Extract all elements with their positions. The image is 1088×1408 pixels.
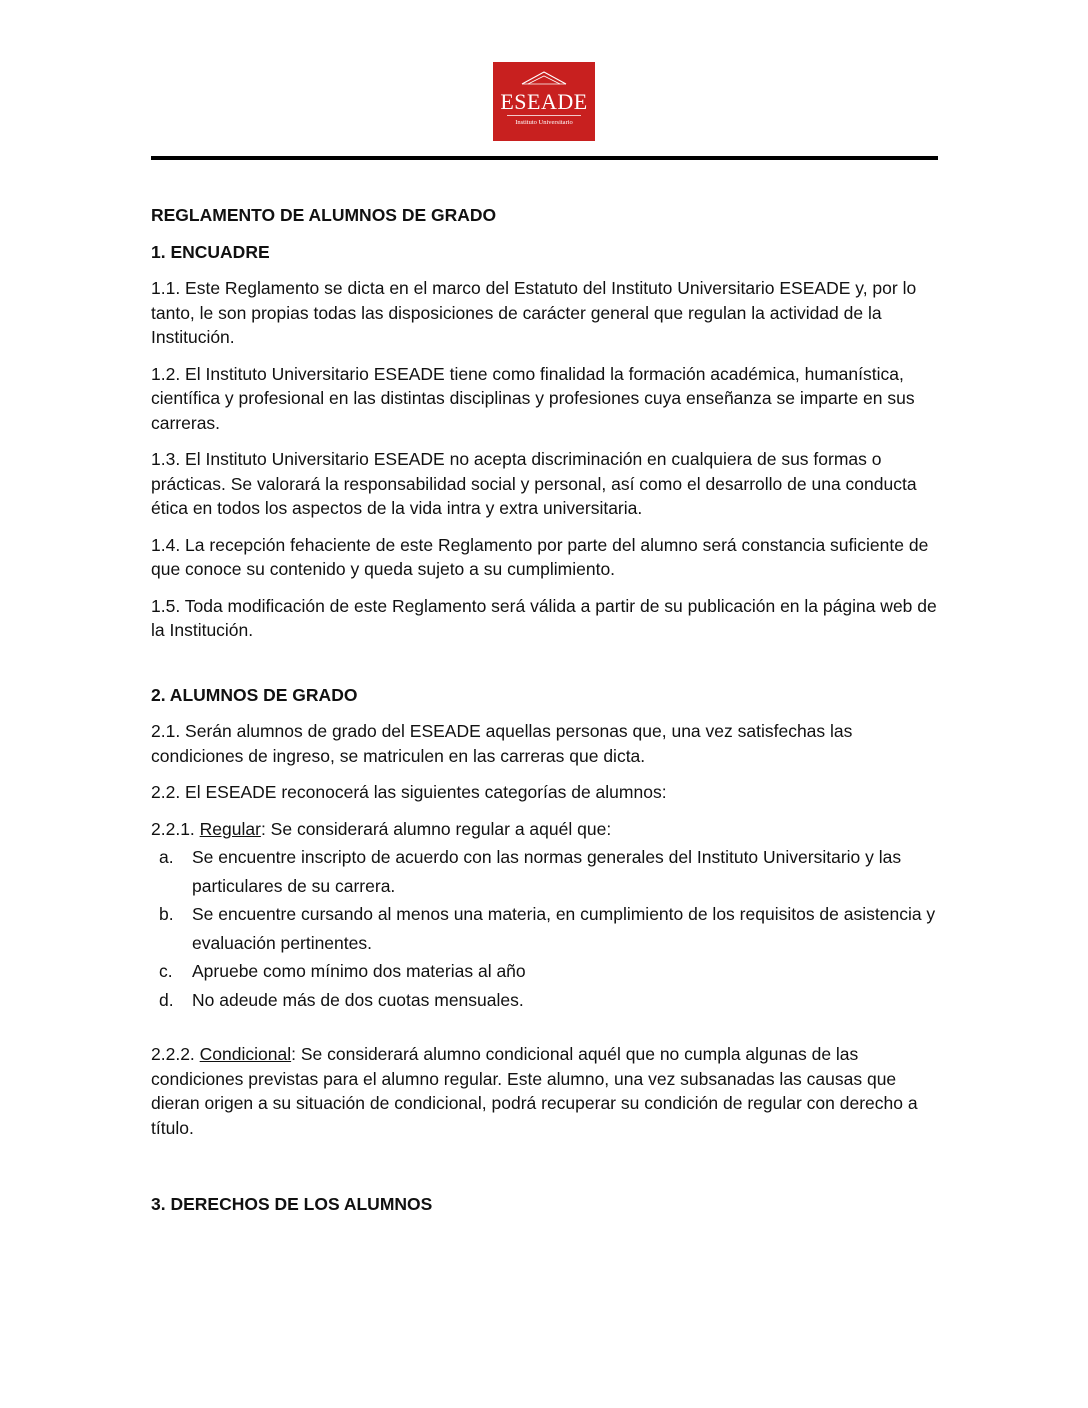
term-condicional: Condicional [199,1044,292,1064]
document-title: REGLAMENTO DE ALUMNOS DE GRADO [151,205,497,225]
paragraph-2-1: 2.1. Serán alumnos de grado del ESEADE aquellas personas que, una vez satisfechas las condiciones de ingreso, se matriculen en las carreras que dicta. [151,721,853,766]
clause-text: : Se considerará alumno condicional aquél que no cumpla algunas de las condiciones previstas para el alumno regular. Este alumno, una vez subsanadas las causas que dieran origen a su situación de condicional, podrá recuperar su condición de regular con derecho a título. [151,1044,918,1138]
clause-number: 2.2.2. [151,1044,200,1064]
paragraph-1-3: 1.3. El Instituto Universitario ESEADE no acepta discriminación en cualquiera de sus formas o prácticas. Se valorará la responsabilidad social y personal, así como el desarrollo de una conducta ética en todos los aspectos de la vida intra y extra universitaria. [151,449,917,518]
list-item-text: Se encuentre cursando al menos una materia, en cumplimiento de los requisitos de asistencia y evaluación pertinentes. [192,904,936,953]
section-heading-2: 2. ALUMNOS DE GRADO [151,684,358,705]
building-roof-icon [521,71,567,85]
list-item-text: No adeude más de dos cuotas mensuales. [192,989,524,1010]
clause-text: : Se considerará alumno regular a aquél que: [260,818,612,839]
logo-subtitle: Instituto Universitario [515,119,573,126]
list-marker: b. [159,904,174,924]
clause-number: 2.2.1. [151,818,200,839]
logo-divider [507,115,581,116]
paragraph-1-4: 1.4. La recepción fehaciente de este Reglamento por parte del alumno será constancia suficiente de que conoce su contenido y queda sujeto a su cumplimiento. [151,534,929,579]
list-item-text: Apruebe como mínimo dos materias al año [192,961,526,981]
regular-requirements-list [151,843,941,1014]
section-heading-3: 3. DERECHOS DE LOS ALUMNOS [151,1194,433,1214]
term-regular: Regular [199,818,261,839]
paragraph-1-5: 1.5. Toda modificación de este Reglamento será válida a partir de su publicación en la página web de la Institución. [151,595,937,640]
list-item [151,843,941,900]
paragraph-2-2-2 [151,1042,941,1140]
paragraph-1-1: 1.1. Este Reglamento se dicta en el marco del Estatuto del Instituto Universitario ESEADE y, por lo tanto, le son propias todas las disposiciones de carácter general que regulan la actividad de la Institución. [151,278,917,347]
list-item [151,900,941,957]
list-marker: c. [159,961,173,981]
list-marker: a. [159,847,174,867]
paragraph-2-2-1 [151,817,941,842]
list-marker: d. [159,989,174,1010]
list-item [151,986,941,1015]
logo-name: ESEADE [500,89,588,114]
paragraph-2-2: 2.2. El ESEADE reconocerá las siguientes categorías de alumnos: [151,782,667,802]
header-rule [151,156,938,160]
eseade-logo [493,62,595,141]
document-body [151,203,941,1229]
list-item [151,957,941,986]
section-heading-1: 1. ENCUADRE [151,241,270,262]
list-item-text: Se encuentre inscripto de acuerdo con las normas generales del Instituto Universitario y las particulares de su carrera. [192,847,902,896]
paragraph-1-2: 1.2. El Instituto Universitario ESEADE tiene como finalidad la formación académica, humanística, científica y profesional en las distintas disciplinas y profesiones cuya enseñanza se imparte en sus carreras. [151,363,915,433]
